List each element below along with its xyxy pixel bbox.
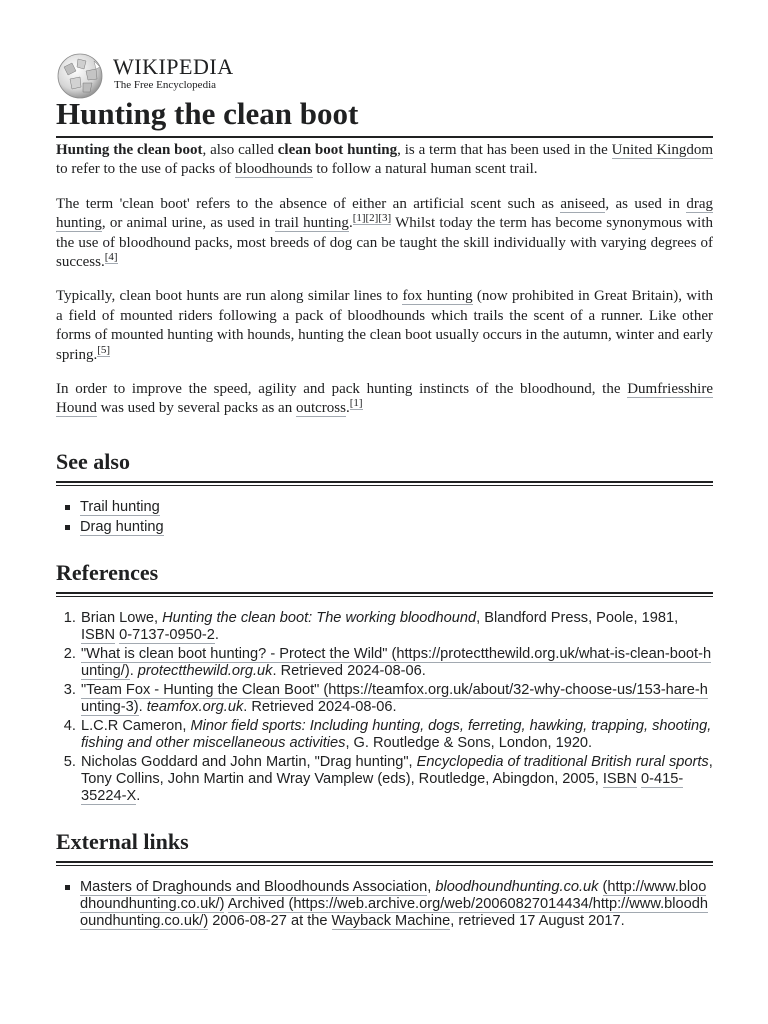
text: , as used in <box>605 195 687 212</box>
link-bloodhounds[interactable]: bloodhounds <box>235 161 313 178</box>
heading-external-links: External links <box>56 829 713 860</box>
reference-item <box>80 682 713 716</box>
citation-1[interactable]: [1] <box>352 212 366 225</box>
text: Typically, clean boot hunts are run along similar lines to <box>56 288 403 305</box>
page-title: Hunting the clean boot <box>56 93 713 138</box>
website-name: bloodhoundhunting.co.uk <box>435 878 599 895</box>
text: , is a term that has been used in the <box>397 142 612 158</box>
link-see-also-drag-hunting[interactable]: Drag hunting <box>80 518 164 535</box>
list-item <box>80 879 713 930</box>
wikipedia-wordmark: WIKIPEDIA <box>113 54 234 79</box>
text: (now prohibited in Great Britain), with a field of mounted riders following a pack of bloodhounds which trails the scent of a runner. Like other forms of mounted hunting with hounds, hunting the clean boot usually occurs in the autumn, winter and early spring. <box>56 288 713 363</box>
link-see-also-trail-hunting[interactable]: Trail hunting <box>80 498 160 515</box>
text: In order to improve the speed, agility and pack hunting instincts of the bloodhound, the <box>56 381 628 398</box>
article-body <box>56 141 713 933</box>
link-protect-the-wild[interactable]: "What is clean boot hunting? - Protect the Wild" (https://protectthewild.org.uk/what-is-clean-boot-hunting/) <box>81 645 712 679</box>
heading-see-also: See also <box>56 449 713 480</box>
paragraph-definition <box>56 195 713 273</box>
website-name: teamfox.org.uk <box>146 698 244 715</box>
text: , Tony Collins, John Martin and Wray Vamplew (eds), Routledge, Abingdon, 2005, <box>81 753 713 787</box>
text: , G. Routledge & Sons, London, 1920. <box>345 734 593 751</box>
link-team-fox[interactable]: "Team Fox - Hunting the Clean Boot" (https://teamfox.org.uk/about/32-why-choose-us/153-hare-hunting-3) <box>81 681 708 715</box>
see-also-list <box>56 499 713 536</box>
list-item <box>80 519 713 536</box>
link-mdba[interactable]: Masters of Draghounds and Bloodhounds Association <box>80 878 428 895</box>
link-wayback-machine[interactable]: Wayback Machine <box>331 912 451 929</box>
text: , Blandford Press, Poole, 1981, <box>476 609 679 626</box>
work-title: Hunting the clean boot: The working bloodhound <box>162 609 477 626</box>
references-list <box>56 610 713 805</box>
external-links-list <box>56 879 713 930</box>
text: , retrieved 17 August 2017. <box>450 912 625 929</box>
text: to follow a natural human scent trail. <box>312 161 538 178</box>
citation-1b[interactable]: [1] <box>349 397 363 410</box>
link-united-kingdom[interactable]: United Kingdom <box>611 142 713 158</box>
link-dumfriesshire-hound[interactable]: Dumfriesshire Hound <box>56 381 713 417</box>
text: Nicholas Goddard and John Martin, "Drag hunting", <box>81 753 417 770</box>
text: was used by several packs as an <box>96 400 296 417</box>
text: . <box>345 400 350 417</box>
link-isbn-number[interactable]: 0-7137-0950-2 <box>119 626 215 643</box>
reference-item <box>80 646 713 680</box>
text: . <box>129 662 138 679</box>
link-drag-hunting[interactable]: drag hunting <box>56 195 713 232</box>
text: , <box>427 878 436 895</box>
text: to refer to the use of packs of <box>56 161 236 178</box>
link-isbn[interactable]: ISBN <box>81 626 116 643</box>
citation-2[interactable]: [2] <box>365 212 379 225</box>
work-title: Minor field sports: Including hunting, dogs, ferreting, hawking, trapping, shooting, fishing and other miscellaneous activities <box>81 717 712 751</box>
wikipedia-tagline: The Free Encyclopedia <box>114 79 217 91</box>
text: . Retrieved 2024-08-06. <box>243 698 397 715</box>
list-item <box>80 499 713 516</box>
work-title: Encyclopedia of traditional British rural sports <box>416 753 709 770</box>
reference-item <box>80 718 713 752</box>
text: Whilst today the term has become synonymous with the use of bloodhound packs, most breeds of dog can be taught the skill individually with varying degrees of success. <box>56 215 713 271</box>
citation-5[interactable]: [5] <box>97 343 111 356</box>
link-isbn-number[interactable]: 0-415-35224-X <box>81 770 684 804</box>
citation-3[interactable]: [3] <box>378 212 392 225</box>
paragraph-intro <box>56 141 713 180</box>
link-fox-hunting[interactable]: fox hunting <box>402 288 473 305</box>
citation-4[interactable]: [4] <box>104 251 118 264</box>
text: . <box>348 215 353 232</box>
text <box>598 879 602 895</box>
text: 2006-08-27 at the <box>208 912 332 929</box>
link-trail-hunting[interactable]: trail hunting <box>274 215 349 232</box>
text: . Retrieved 2024-08-06. <box>272 662 426 679</box>
link-isbn[interactable]: ISBN <box>602 770 637 787</box>
text: L.C.R Cameron, <box>81 717 191 734</box>
link-outcross[interactable]: outcross <box>295 400 346 417</box>
text: , also called <box>202 142 278 158</box>
bold-term: clean boot hunting <box>277 142 398 158</box>
link-bloodhoundhunting-url[interactable]: (http://www.bloodhoundhunting.co.uk/) <box>80 878 707 912</box>
website-name: protectthewild.org.uk <box>137 662 273 679</box>
paragraph-outcross <box>56 380 713 419</box>
text: The term 'clean boot' refers to the absence of either an artificial scent such as <box>56 195 561 212</box>
text: , or animal urine, as used in <box>101 215 275 232</box>
text: Brian Lowe, <box>81 609 163 626</box>
heading-references: References <box>56 560 713 591</box>
link-aniseed[interactable]: aniseed <box>560 195 606 212</box>
bold-term: Hunting the clean boot <box>56 142 203 158</box>
paragraph-typical <box>56 287 713 365</box>
text: . <box>136 787 141 804</box>
reference-item <box>80 754 713 805</box>
text: . <box>214 626 219 643</box>
text: . <box>138 698 147 715</box>
reference-item <box>80 610 713 644</box>
link-archived[interactable]: Archived (https://web.archive.org/web/20060827014434/http://www.bloodhoundhunting.co.uk/) <box>80 895 708 929</box>
